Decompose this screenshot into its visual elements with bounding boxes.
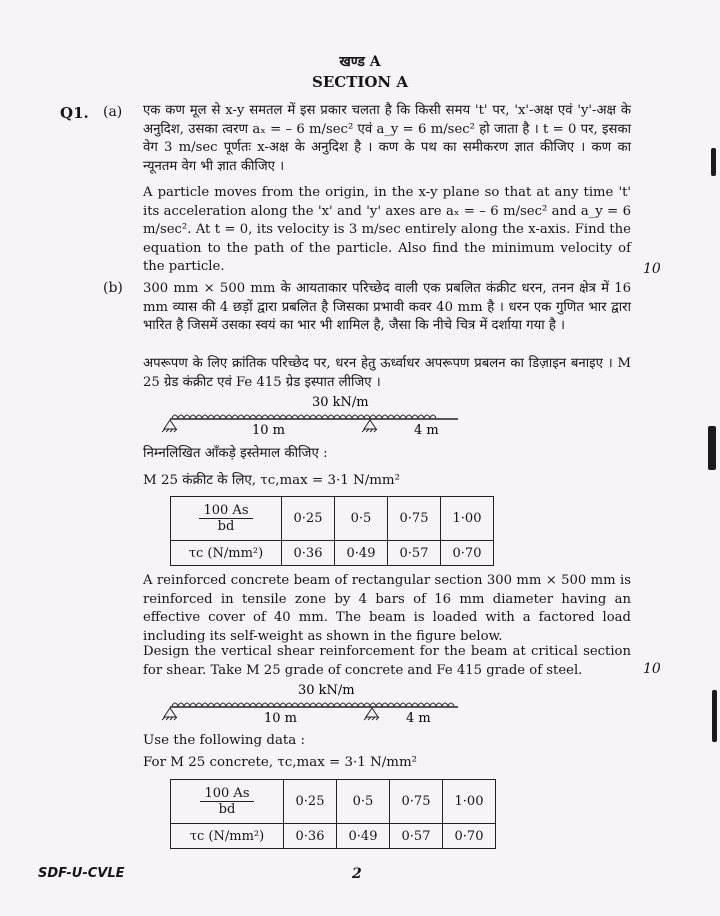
table-row (171, 824, 496, 849)
table-header-cell: τc (N/mm²) (171, 541, 282, 566)
part-a-english-text: A particle moves from the origin, in the x-y plane so that at any time 't' its acceleration along the 'x' and 'y' axes are aₓ = – 6 m/sec² and a_y = 6 m/sec². At t = 0, its velocity is 3 m/sec entirely along the x-axis. Find the equation to the path of the particle. Also find the minimum velocity of the particle. (143, 185, 631, 275)
table-cell: 0·75 (390, 780, 443, 824)
overhang-label: 4 m (414, 423, 439, 438)
table-cell: 0·36 (282, 541, 335, 566)
section-title-hindi: खण्ड A (339, 54, 381, 70)
pin-support-left-icon (162, 420, 177, 432)
beam-figure-hindi (160, 392, 480, 440)
load-label: 30 kN/m (312, 395, 369, 410)
table-header-cell: $\frac{100 As}{bd}$ (171, 497, 282, 541)
table-cell: 1·00 (441, 497, 494, 541)
table-row (171, 541, 494, 566)
paper-code: SDF-U-CVLE (38, 866, 125, 881)
part-a-marks: 10 (643, 261, 661, 277)
part-b-english-text-1: A reinforced concrete beam of rectangular section 300 mm × 500 mm is reinforced in tensile zone by 4 bars of 16 mm diameter having an effective cover of 40 mm. The beam is loaded with a factored load including its self-weight as shown in the figure below. (143, 573, 631, 644)
distributed-load-icon (172, 415, 436, 418)
section-title-english: SECTION A (311, 73, 409, 91)
table-cell: 0·70 (441, 541, 494, 566)
pin-support-left-icon (162, 708, 177, 720)
english-concrete-line: For M 25 concrete, τc,max = 3·1 N/mm² (143, 755, 418, 770)
page-number: 2 (352, 866, 362, 882)
beam-figure-english (160, 680, 480, 728)
table-cell: 1·00 (443, 780, 496, 824)
pin-support-right-icon (364, 708, 379, 720)
part-b-marks: 10 (643, 661, 661, 677)
table-cell: 0·25 (282, 497, 335, 541)
table-cell: 0·49 (337, 824, 390, 849)
hindi-concrete-line: M 25 कंक्रीट के लिए, τc,max = 3·1 N/mm² (143, 473, 400, 488)
table-cell: 0·25 (284, 780, 337, 824)
english-data-intro: Use the following data : (143, 733, 306, 748)
table-cell: 0·57 (390, 824, 443, 849)
hindi-data-intro: निम्नलिखित आँकड़े इस्तेमाल कीजिए : (143, 446, 328, 461)
pin-support-right-icon (362, 420, 377, 432)
table-cell: 0·75 (388, 497, 441, 541)
table-cell: 0·36 (284, 824, 337, 849)
table-row (171, 780, 496, 824)
part-a-label: (a) (103, 104, 123, 120)
table-cell: 0·49 (335, 541, 388, 566)
table-row (171, 497, 494, 541)
shear-strength-table-english (170, 779, 496, 849)
scan-edge-mark (712, 690, 717, 742)
scan-edge-mark (711, 148, 716, 176)
scan-edge-mark (708, 426, 716, 470)
load-label: 30 kN/m (298, 683, 355, 698)
part-b-english-text-2: Design the vertical shear reinforcement for the beam at critical section for shear. Take M 25 grade of concrete and Fe 415 grade of steel. (143, 644, 631, 678)
question-number: Q1. (60, 104, 89, 122)
span-label: 10 m (264, 711, 298, 726)
part-a-hindi-text: एक कण मूल से x-y समतल में इस प्रकार चलता है कि किसी समय 't' पर, 'x'-अक्ष एवं 'y'-अक्ष के अनुदिश, उसका त्वरण aₓ = – 6 m/sec² एवं a_y = 6 m/sec² हो जाता है । t = 0 पर, इसका वेग 3 m/sec पूर्णतः x-अक्ष के अनुदिश है । कण के पथ का समीकरण ज्ञात कीजिए । कण का न्यूनतम वेग भी ज्ञात कीजिए । (143, 103, 631, 174)
span-label: 10 m (252, 423, 286, 438)
shear-strength-table-hindi (170, 496, 494, 566)
table-cell: 0·57 (388, 541, 441, 566)
table-header-cell: τc (N/mm²) (171, 824, 284, 849)
table-header-cell: $\frac{100 As}{bd}$ (171, 780, 284, 824)
part-b-hindi-text-2: अपरूपण के लिए क्रांतिक परिच्छेद पर, धरन हेतु ऊर्ध्वाधर अपरूपण प्रबलन का डिज़ाइन बनाइए । M 25 ग्रेड कंक्रीट एवं Fe 415 ग्रेड इस्पात लीजिए । (143, 356, 631, 390)
distributed-load-icon (172, 703, 454, 706)
part-b-label: (b) (103, 280, 123, 296)
table-cell: 0·5 (335, 497, 388, 541)
overhang-label: 4 m (406, 711, 431, 726)
part-b-hindi-text-1: 300 mm × 500 mm के आयताकार परिच्छेद वाली एक प्रबलित कंक्रीट धरन, तनन क्षेत्र में 16 mm व्यास की 4 छड़ों द्वारा प्रबलित है जिसका प्रभावी कवर 40 mm है । धरन एक गुणित भार द्वारा भारित है जिसमें उसका स्वयं का भार भी शामिल है, जैसा कि नीचे चित्र में दर्शाया गया है । (143, 281, 631, 334)
table-cell: 0·5 (337, 780, 390, 824)
table-cell: 0·70 (443, 824, 496, 849)
